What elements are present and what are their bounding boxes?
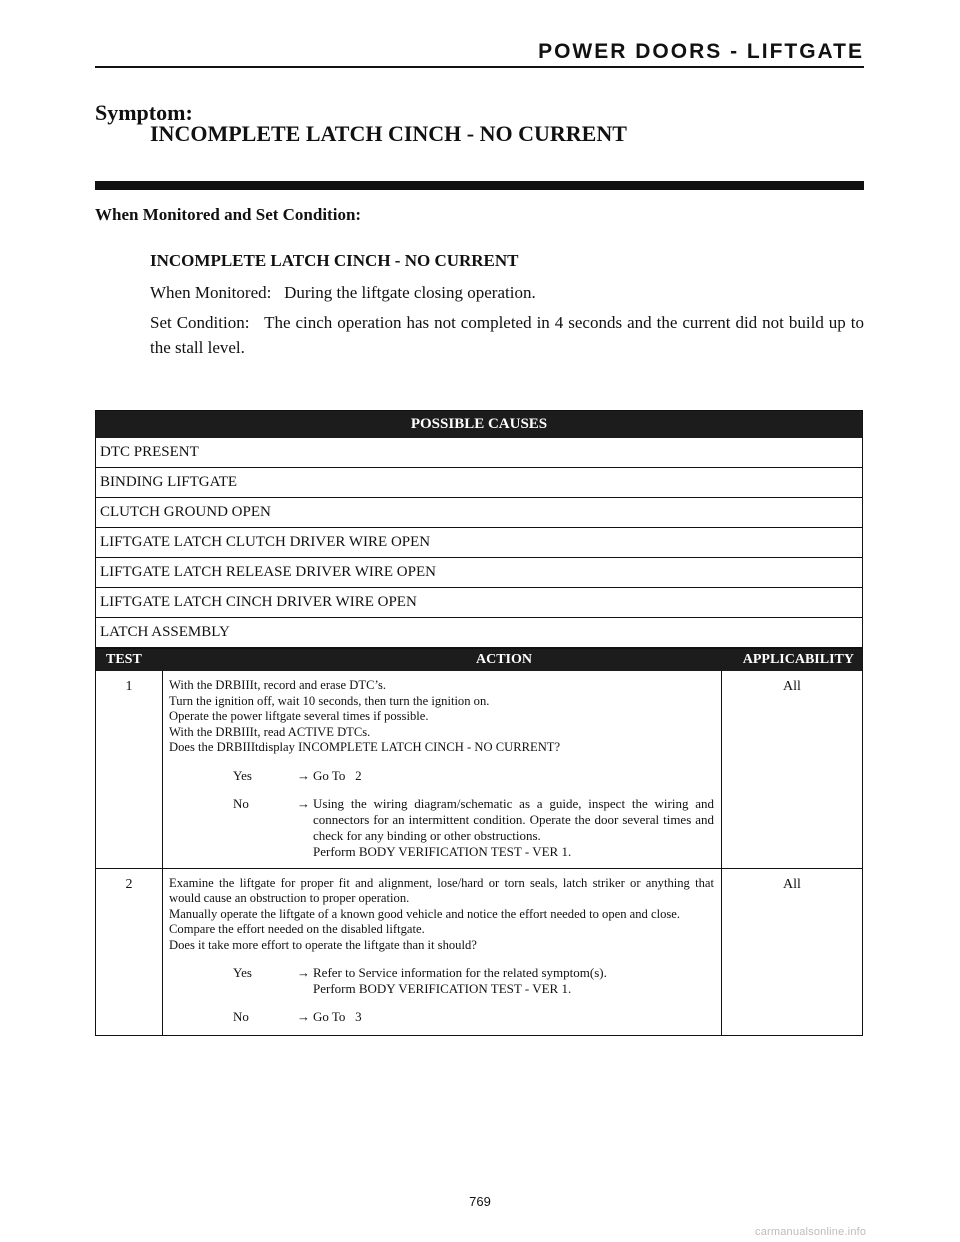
section-title: POWER DOORS - LIFTGATE <box>538 40 864 63</box>
test-action <box>164 671 720 868</box>
result-line: Go To 2 <box>313 767 362 783</box>
yes-result <box>313 768 714 784</box>
no-result <box>313 796 714 860</box>
arrow-icon: → <box>297 795 310 811</box>
test-table-header <box>96 649 862 671</box>
test-number: 1 <box>96 671 163 868</box>
watermark: carmanualsonline.info <box>755 1226 867 1238</box>
yes-label: Yes <box>233 965 252 980</box>
symptom-divider <box>95 181 864 190</box>
cause-item: LIFTGATE LATCH RELEASE DRIVER WIRE OPEN <box>96 557 862 587</box>
no-branch <box>169 1009 714 1025</box>
when-monitored-text: When Monitored: During the liftgate closing operation. <box>150 283 536 302</box>
yes-label: Yes <box>233 767 252 783</box>
arrow-icon: → <box>297 1009 310 1024</box>
result-line: Go To 3 <box>313 1009 362 1024</box>
result-line: Refer to Service information for the related symptom(s). <box>313 965 607 980</box>
action-column-header: ACTION <box>476 652 533 667</box>
test-applicability: All <box>721 671 862 868</box>
test-action-table <box>95 648 863 1036</box>
result-line: Perform BODY VERIFICATION TEST - VER 1. <box>313 981 572 996</box>
action-line: Does it take more effort to operate the liftgate than it should? <box>169 937 477 952</box>
action-line: Turn the ignition off, wait 10 seconds, then turn the ignition on. <box>169 693 490 708</box>
no-result <box>313 1009 714 1025</box>
action-line: Does the DRBIIItdisplay INCOMPLETE LATCH CINCH - NO CURRENT? <box>169 740 561 754</box>
action-line: With the DRBIIIt, read ACTIVE DTCs. <box>169 724 371 739</box>
symptom-label: Symptom: <box>95 100 193 125</box>
test-column-header: TEST <box>106 652 142 667</box>
cause-item: LATCH ASSEMBLY <box>96 617 862 647</box>
possible-causes-heading: POSSIBLE CAUSES <box>96 411 862 438</box>
action-line: Manually operate the liftgate of a known good vehicle and notice the effort needed to open and close. <box>169 906 681 921</box>
yes-branch <box>169 965 714 997</box>
test-applicability: All <box>721 869 862 1036</box>
action-line: With the DRBIIIt, record and erase DTC’s. <box>169 678 387 692</box>
test-row-1 <box>96 671 862 868</box>
yes-branch <box>169 768 714 784</box>
conditions-heading: When Monitored and Set Condition: <box>95 205 362 224</box>
no-branch <box>169 796 714 860</box>
result-line: Using the wiring diagram/schematic as a guide, inspect the wiring and connectors for an intermittent condition. Operate the door several times and check for any binding or other obstructions. <box>313 795 714 843</box>
applicability-column-header: APPLICABILITY <box>742 652 854 667</box>
test-number: 2 <box>96 869 163 1036</box>
set-condition-text: Set Condition: The cinch operation has not completed in 4 seconds and the current did not build up to the stall level. <box>150 313 869 357</box>
possible-causes-table <box>95 410 863 648</box>
header-rule <box>95 66 864 68</box>
cause-item: LIFTGATE LATCH CINCH DRIVER WIRE OPEN <box>96 587 862 617</box>
action-line: Operate the power liftgate several times if possible. <box>169 709 429 723</box>
conditions-title: INCOMPLETE LATCH CINCH - NO CURRENT <box>150 251 519 270</box>
page-number: 769 <box>469 1194 491 1209</box>
yes-result <box>313 965 714 997</box>
arrow-icon: → <box>297 767 310 783</box>
no-label: No <box>233 1009 249 1024</box>
arrow-icon: → <box>297 965 310 980</box>
cause-item: LIFTGATE LATCH CLUTCH DRIVER WIRE OPEN <box>96 527 862 557</box>
result-line: Perform BODY VERIFICATION TEST - VER 1. <box>313 843 572 859</box>
cause-item: DTC PRESENT <box>100 444 199 460</box>
cause-item: CLUTCH GROUND OPEN <box>96 497 862 527</box>
action-line: Compare the effort needed on the disabled liftgate. <box>169 922 425 936</box>
symptom-title: INCOMPLETE LATCH CINCH - NO CURRENT <box>150 121 627 146</box>
cause-item: BINDING LIFTGATE <box>96 467 862 497</box>
action-line: Examine the liftgate for proper fit and alignment, lose/hard or torn seals, latch striker or anything that would cause an obstruction to proper operation. <box>169 875 714 905</box>
test-action <box>164 869 720 1036</box>
test-row-2 <box>96 868 862 1036</box>
no-label: No <box>233 795 249 811</box>
